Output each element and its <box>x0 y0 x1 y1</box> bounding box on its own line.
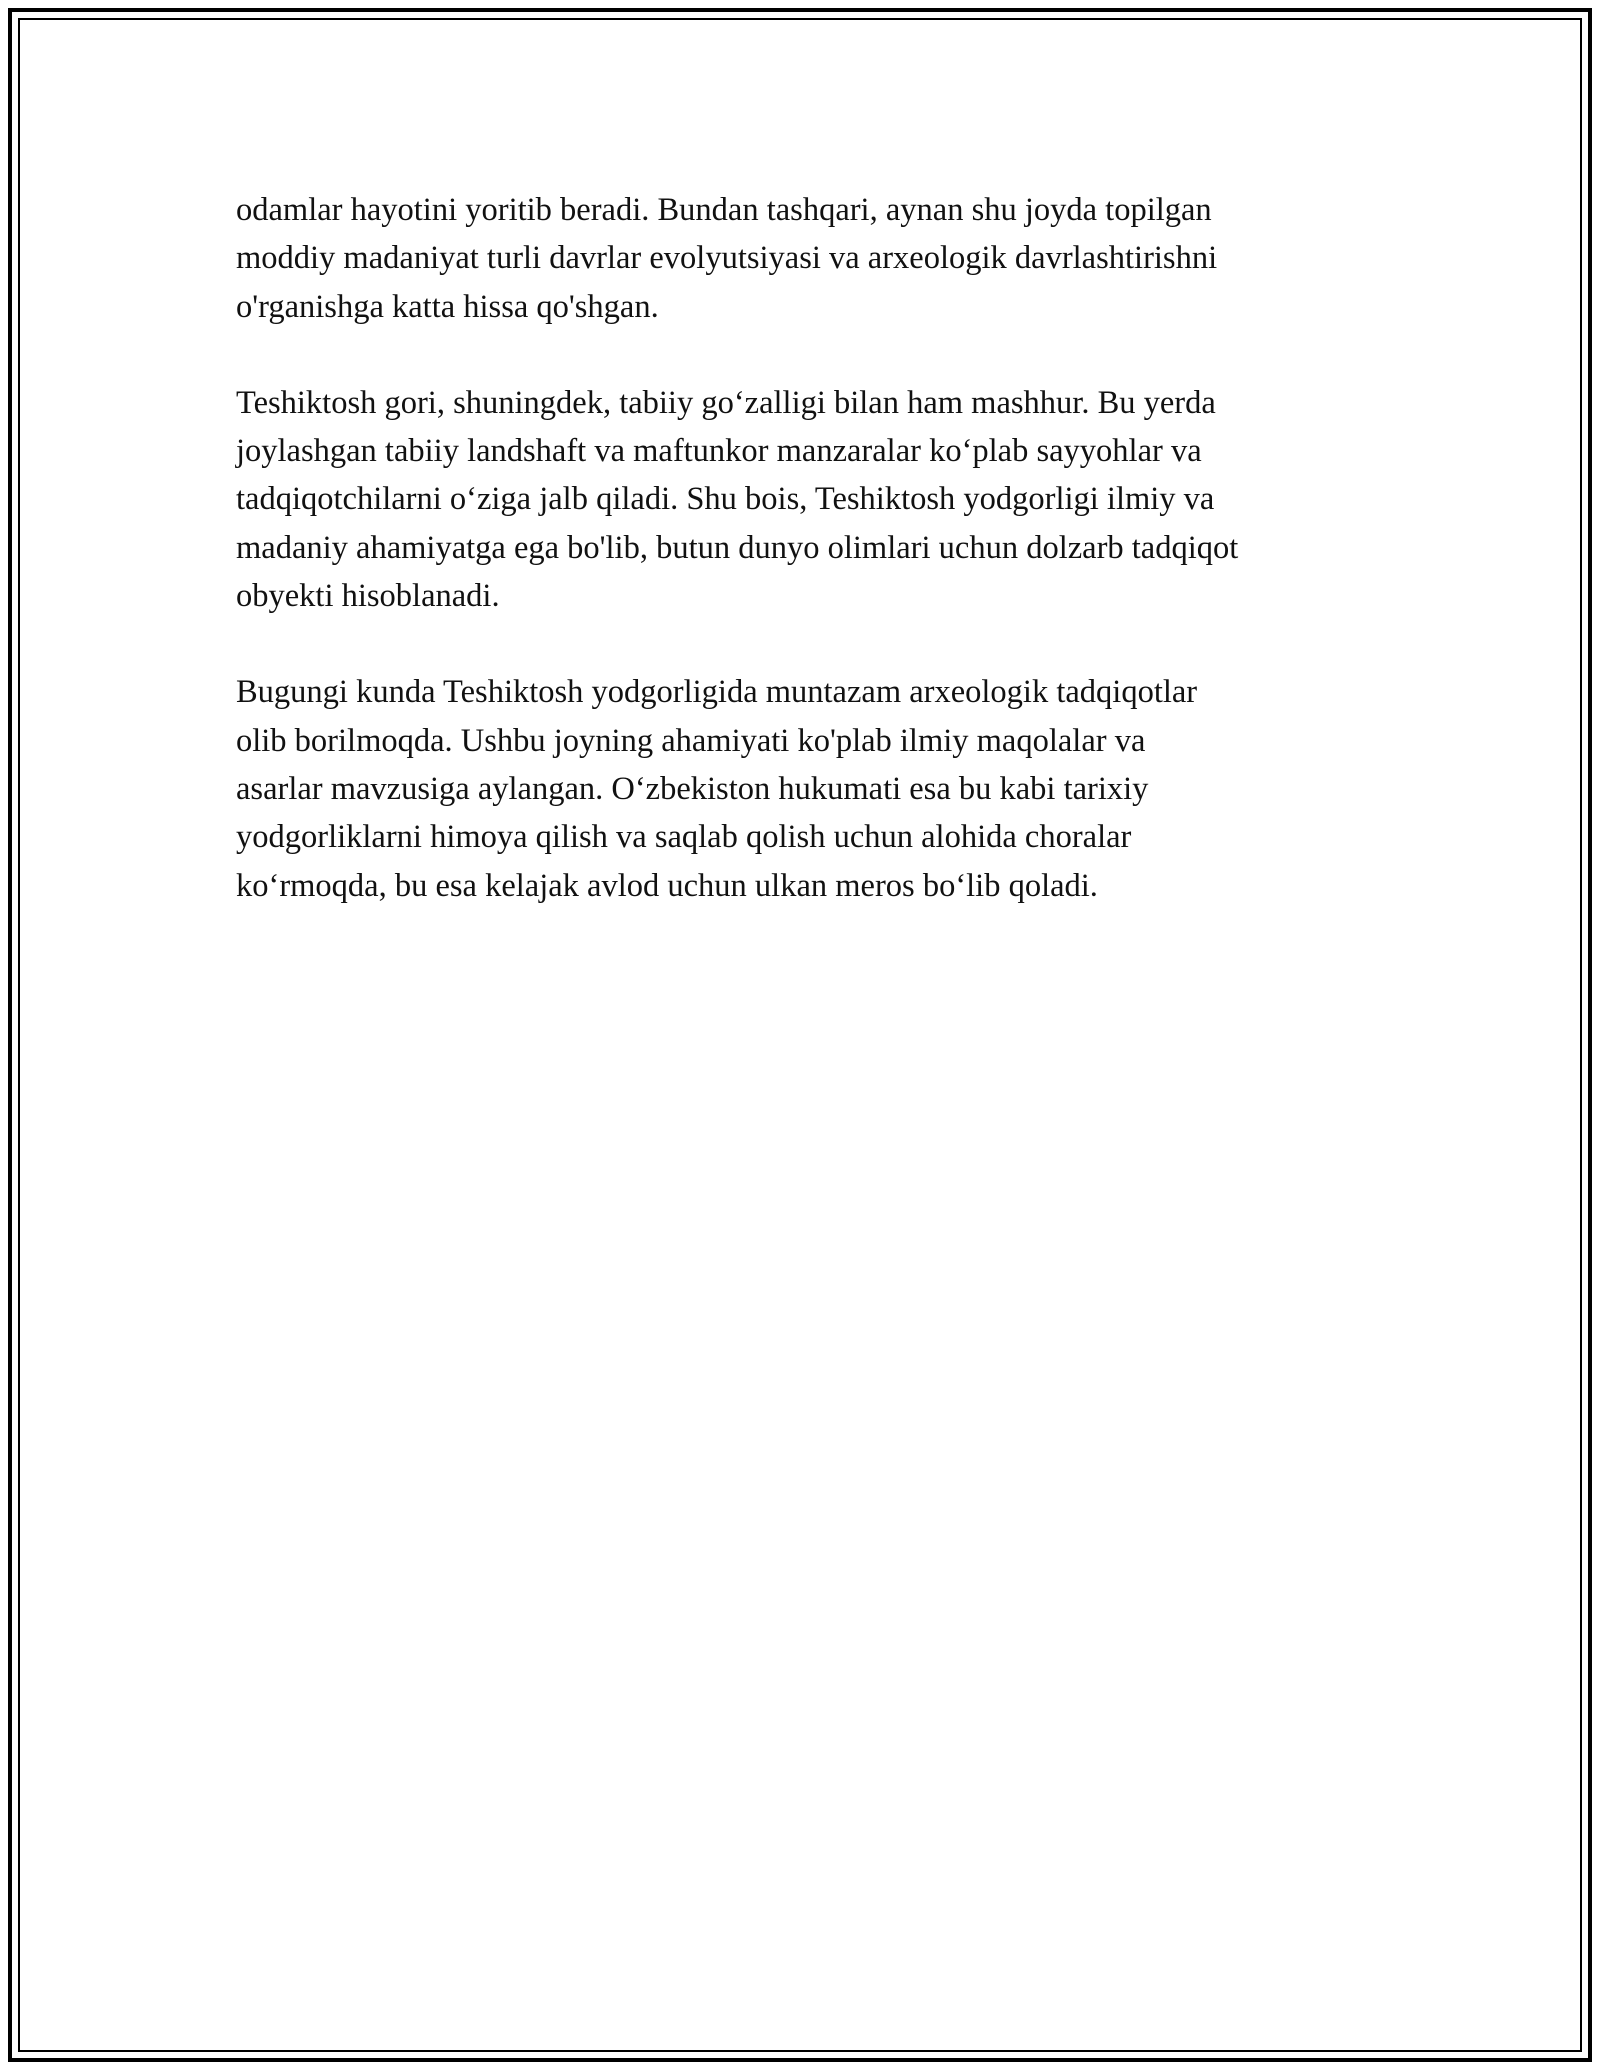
document-body <box>236 186 1376 958</box>
paragraph-3: Bugungi kunda Teshiktosh yodgorligida muntazam arxeologik tadqiqotlar olib borilmoqda. Ushbu joyning ahamiyati ko'plab ilmiy maqolalar va asarlar mavzusiga aylangan. O‘zbekiston hukumati esa bu kabi tarixiy yodgorliklarni himoya qilish va saqlab qolish uchun alohida choralar ko‘rmoqda, bu esa kelajak avlod uchun ulkan meros bo‘lib qoladi. <box>236 674 1198 904</box>
paragraph-2: Teshiktosh gori, shuningdek, tabiiy go‘zalligi bilan ham mashhur. Bu yerda joylashgan tabiiy landshaft va maftunkor manzaralar ko‘plab sayyohlar va tadqiqotchilarni o‘ziga jalb qiladi. Shu bois, Teshiktosh yodgorligi ilmiy va madaniy ahamiyatga ega bo'lib, butun dunyo olimlari uchun dolzarb tadqiqot obyekti hisoblanadi. <box>236 384 1239 615</box>
paragraph-1: odamlar hayotini yoritib beradi. Bundan tashqari, aynan shu joyda topilgan moddiy madaniyat turli davrlar evolyutsiyasi va arxeologik davrlashtirishni o'rganishga katta hissa qo'shgan. <box>236 192 1218 325</box>
